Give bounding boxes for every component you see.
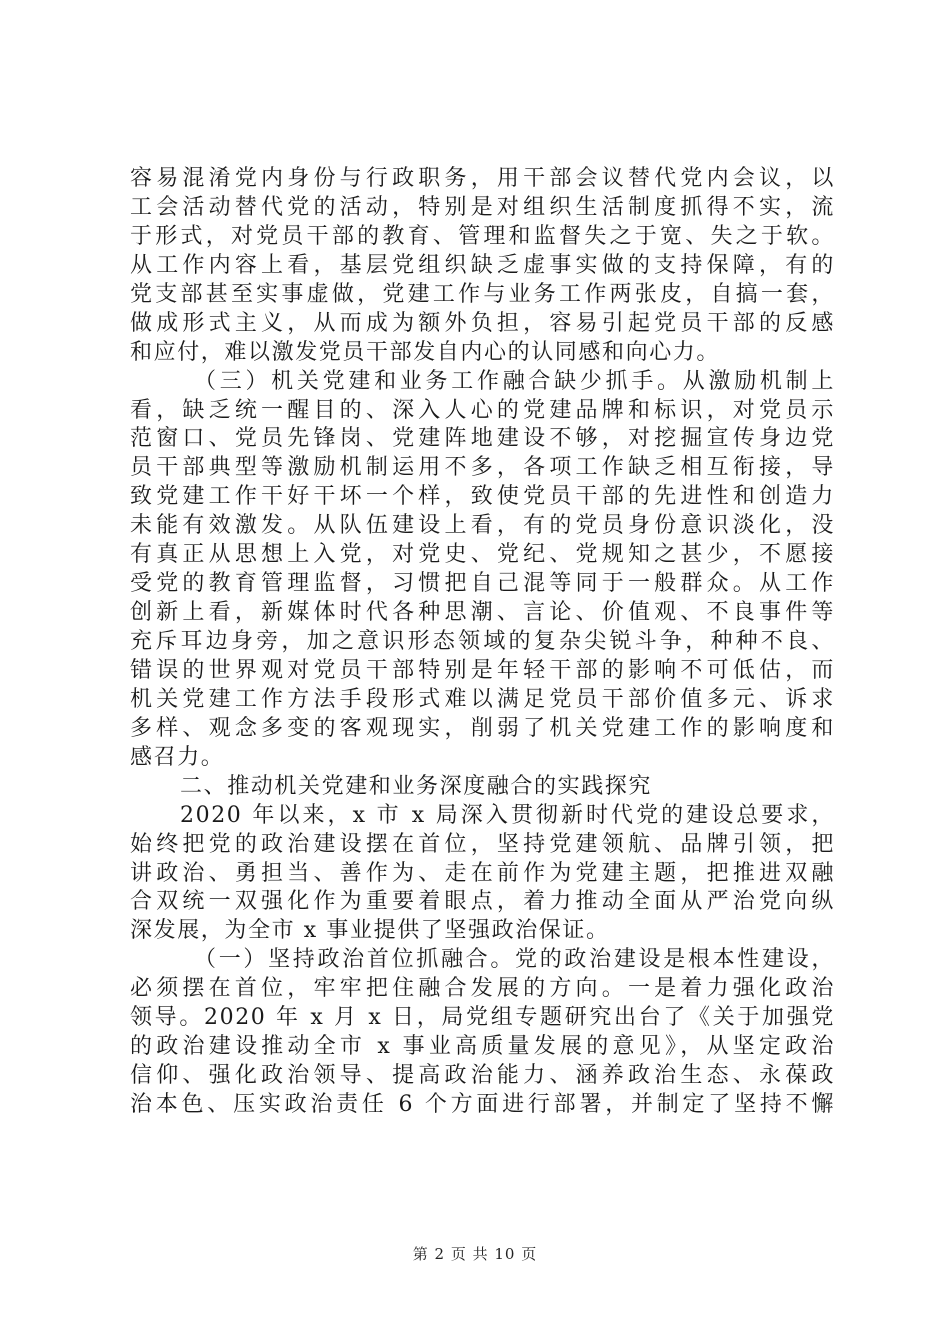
- text-line: 感召力。: [130, 744, 225, 770]
- section-heading-line: （一）坚持政治首位抓融合。党的政治建设是根本性建设，: [194, 947, 835, 973]
- text-line: 始终把党的政治建设摆在首位，坚持党建领航、品牌引领，把: [130, 831, 835, 857]
- text-line: 多样、观念多变的客观现实，削弱了机关党建工作的影响度和: [130, 715, 835, 741]
- text-line: 讲政治、勇担当、善作为、走在前作为党建主题，把推进双融: [130, 860, 835, 886]
- text-line: 2020 年以来，x 市 x 局深入贯彻新时代党的建设总要求，: [180, 802, 835, 828]
- text-line: 创新上看，新媒体时代各种思潮、言论、价值观、不良事件等: [130, 600, 835, 626]
- text-line: 的政治建设推动全市 x 事业高质量发展的意见》，从坚定政治: [130, 1034, 835, 1060]
- paragraph-continuation: [130, 165, 835, 368]
- text-line: 信仰、强化政治领导、提高政治能力、涵养政治生态、永葆政: [130, 1063, 835, 1089]
- text-line: 于形式，对党员干部的教育、管理和监督失之于宽、失之于软。: [130, 223, 835, 249]
- text-line: 治本色、压实政治责任 6 个方面进行部署，并制定了坚持不懈: [130, 1092, 835, 1117]
- document-body: [130, 165, 835, 1120]
- text-line: 充斥耳边身旁，加之意识形态领域的复杂尖锐斗争，种种不良、: [130, 629, 835, 654]
- text-line: 领导。2020 年 x 月 x 日，局党组专题研究出台了《关于加强党: [130, 1005, 835, 1031]
- chapter-heading: [130, 773, 835, 802]
- text-line: 必须摆在首位，牢牢把住融合发展的方向。一是着力强化政治: [130, 976, 835, 1002]
- paragraph-body: [130, 802, 835, 947]
- text-line: 合双统一双强化作为重要着眼点，着力推动全面从严治党向纵: [130, 889, 835, 915]
- text-line: 做成形式主义，从而成为额外负担，容易引起党员干部的反感: [130, 310, 835, 336]
- text-line: 受党的教育管理监督，习惯把自己混等同于一般群众。从工作: [130, 571, 835, 597]
- text-line: 错误的世界观对党员干部特别是年轻干部的影响不可低估，而: [130, 657, 835, 683]
- heading-line: 二、推动机关党建和业务深度融合的实践探究: [180, 773, 653, 799]
- text-line: 从工作内容上看，基层党组织缺乏虚事实做的支持保障，有的: [130, 252, 835, 278]
- text-line: 机关党建工作方法手段形式难以满足党员干部价值多元、诉求: [130, 686, 835, 712]
- section-heading-line: （三）机关党建和业务工作融合缺少抓手。从激励机制上: [194, 368, 835, 394]
- text-line: 和应付，难以激发党员干部发自内心的认同感和向心力。: [130, 339, 721, 365]
- text-line: 看，缺乏统一醒目的、深入人心的党建品牌和标识，对党员示: [130, 397, 835, 423]
- text-line: 范窗口、党员先锋岗、党建阵地建设不够，对挖掘宣传身边党: [130, 426, 835, 452]
- text-line: 深发展，为全市 x 事业提供了坚强政治保证。: [130, 918, 610, 944]
- page-footer: [0, 1243, 950, 1264]
- text-line: 未能有效激发。从队伍建设上看，有的党员身份意识淡化，没: [130, 513, 835, 539]
- page-number: 第 2 页 共 10 页: [412, 1245, 538, 1263]
- text-line: 员干部典型等激励机制运用不多，各项工作缺乏相互衔接，导: [130, 455, 835, 481]
- text-line: 容易混淆党内身份与行政职务，用干部会议替代党内会议，以: [130, 166, 835, 191]
- text-line: 党支部甚至实事虚做，党建工作与业务工作两张皮，自搞一套，: [130, 281, 835, 307]
- paragraph-section-3: [130, 368, 835, 773]
- text-line: 致党建工作干好干坏一个样，致使党员干部的先进性和创造力: [130, 484, 835, 510]
- text-line: 工会活动替代党的活动，特别是对组织生活制度抓得不实，流: [130, 194, 835, 220]
- text-line: 有真正从思想上入党，对党史、党纪、党规知之甚少，不愿接: [130, 542, 835, 568]
- paragraph-section-1: [130, 946, 835, 1120]
